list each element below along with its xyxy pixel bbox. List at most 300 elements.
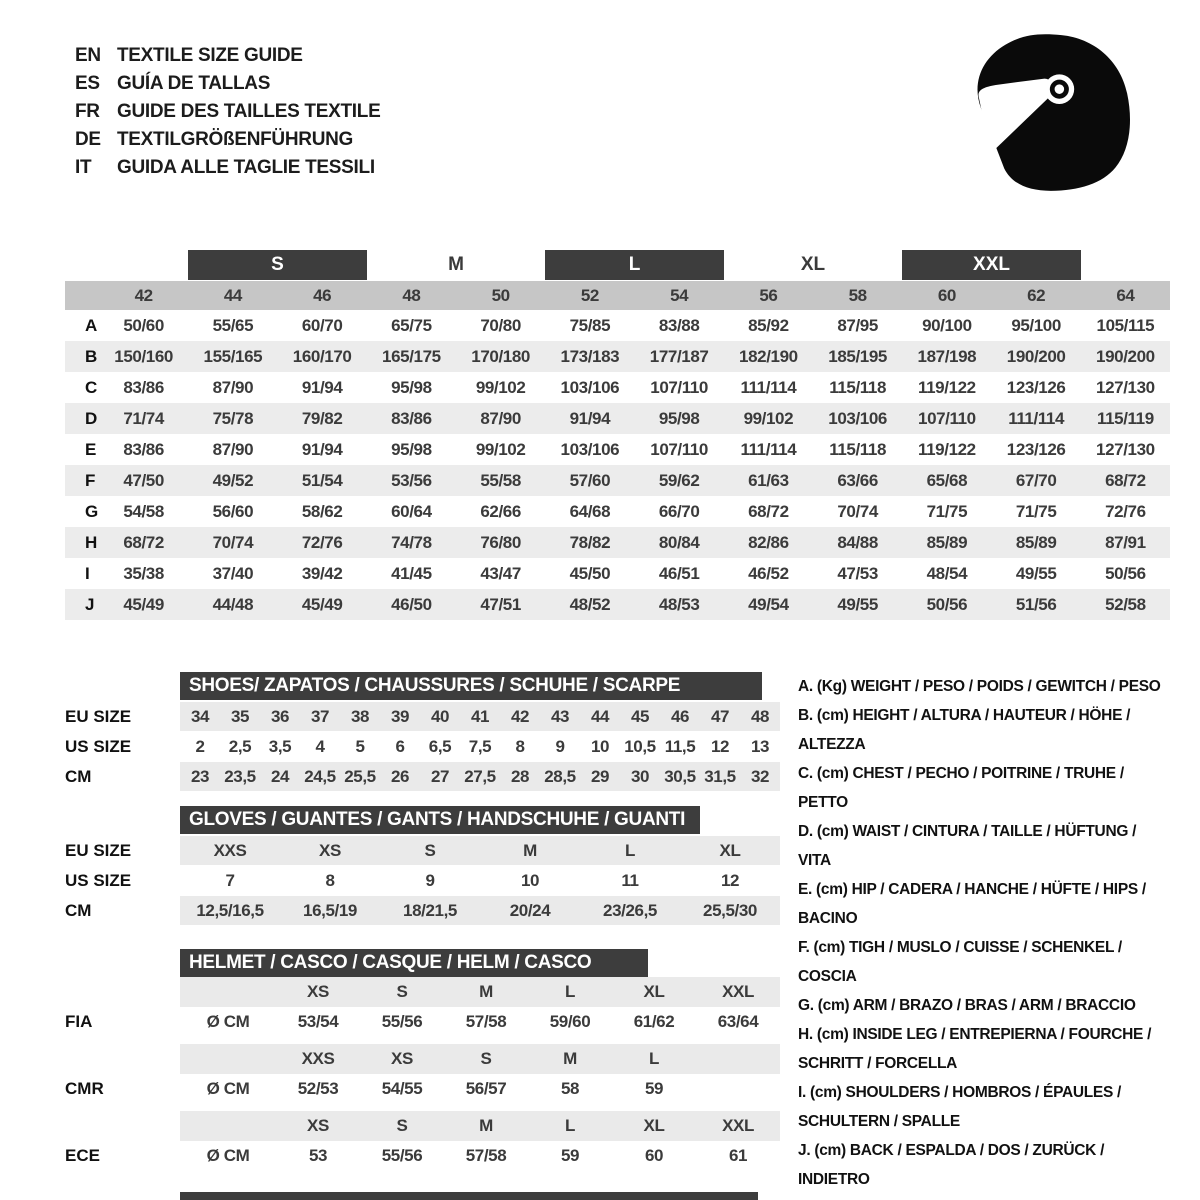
legend-item: E. (cm) HIP / CADERA / HANCHE / HÜFTE / HIPS / BACINO xyxy=(798,881,1146,927)
language-title-row xyxy=(75,98,380,126)
measurement-value: 60/64 xyxy=(391,502,432,521)
numeric-size: 56 xyxy=(759,286,778,305)
measurement-value: 75/85 xyxy=(569,316,611,335)
measurement-value: 95/98 xyxy=(391,378,432,397)
helmet-icon xyxy=(968,32,1138,212)
glove-size-value: XS xyxy=(319,841,341,860)
helmet-size-label: L xyxy=(565,982,575,1001)
helmet-section xyxy=(65,949,783,1171)
gloves-eu-row xyxy=(65,836,783,865)
shoe-size-value: 32 xyxy=(750,767,770,786)
shoe-size-value: 39 xyxy=(390,707,410,726)
measurement-value: 51/54 xyxy=(301,471,343,490)
helmet-cm-value: 57/58 xyxy=(465,1012,507,1031)
measurement-value: 70/74 xyxy=(212,533,254,552)
glove-size-value: 10 xyxy=(520,871,540,890)
glove-size-value: 18/21,5 xyxy=(403,901,457,920)
diameter-cm-label: Ø CM xyxy=(206,1079,250,1098)
measurement-value: 83/88 xyxy=(658,316,700,335)
measurement-value: 45/50 xyxy=(569,564,611,583)
measurement-value: 45/49 xyxy=(123,595,164,614)
measurement-value: 85/89 xyxy=(926,533,968,552)
cropped-section-bar xyxy=(180,1192,758,1200)
helmet-size-label: S xyxy=(480,1049,492,1068)
measurement-value: 48/53 xyxy=(658,595,700,614)
row-label: J xyxy=(85,595,95,614)
shoe-size-value: 9 xyxy=(555,737,565,756)
numeric-size: 60 xyxy=(937,286,956,305)
helmet-size-label: M xyxy=(563,1049,577,1068)
measurement-value: 65/68 xyxy=(926,471,968,490)
measurement-value: 49/54 xyxy=(748,595,789,614)
shoe-size-value: 27 xyxy=(430,767,450,786)
measurement-value: 107/110 xyxy=(650,440,708,459)
measurement-value: 80/84 xyxy=(658,533,700,552)
glove-size-value: S xyxy=(424,841,436,860)
measurement-value: 173/183 xyxy=(560,347,620,366)
measurement-value: 74/78 xyxy=(391,533,432,552)
measurement-value: 83/86 xyxy=(391,409,432,428)
measurement-value: 63/66 xyxy=(837,471,878,490)
table-row-h xyxy=(65,527,1170,558)
legend-item: B. (cm) HEIGHT / ALTURA / HAUTEUR / HÖHE / ALTEZZA xyxy=(798,707,1131,753)
measurement-legend xyxy=(798,672,1170,1194)
row-label: D xyxy=(85,409,98,428)
measurement-value: 71/75 xyxy=(926,502,968,521)
helmet-cm-value: 55/56 xyxy=(381,1146,423,1165)
helmet-cm-value: 59 xyxy=(560,1146,580,1165)
numeric-size: 52 xyxy=(580,286,599,305)
glove-size-value: 9 xyxy=(425,871,435,890)
table-row-d xyxy=(65,403,1170,434)
numeric-size: 62 xyxy=(1027,286,1046,305)
shoe-size-value: 29 xyxy=(590,767,610,786)
helmet-icon-svg xyxy=(968,32,1138,212)
measurement-value: 85/89 xyxy=(1015,533,1057,552)
row-label: EU SIZE xyxy=(65,841,132,860)
language-code: DE xyxy=(75,129,101,150)
measurement-value: 115/118 xyxy=(829,378,887,397)
measurement-value: 54/58 xyxy=(123,502,164,521)
measurement-value: 76/80 xyxy=(480,533,521,552)
language-code: ES xyxy=(75,73,100,94)
table-row-a xyxy=(65,310,1170,341)
helmet-size-label: XS xyxy=(307,982,329,1001)
measurement-value: 87/90 xyxy=(480,409,521,428)
gloves-section xyxy=(65,806,783,925)
measurement-value: 119/122 xyxy=(918,378,976,397)
size-label-xxl: XXL xyxy=(902,250,1081,280)
size-label-l: L xyxy=(545,250,724,280)
helmet-group-cmr xyxy=(65,1044,783,1104)
gloves-cm-row xyxy=(65,896,783,925)
measurement-value: 62/66 xyxy=(480,502,521,521)
table-row-g xyxy=(65,496,1170,527)
measurement-value: 91/94 xyxy=(301,440,343,459)
measurement-value: 58/62 xyxy=(301,502,343,521)
shoe-size-value: 8 xyxy=(515,737,525,756)
helmet-size-label: XXL xyxy=(722,1116,754,1135)
measurement-value: 44/48 xyxy=(212,595,254,614)
shoe-size-value: 11,5 xyxy=(664,737,696,756)
measurement-value: 95/98 xyxy=(658,409,700,428)
measurement-value: 107/110 xyxy=(918,409,976,428)
shoe-size-value: 5 xyxy=(355,737,365,756)
helmet-cm-value xyxy=(696,1074,780,1104)
table-row-b xyxy=(65,341,1170,372)
shoes-eu-row xyxy=(65,702,783,731)
measurement-value: 61/63 xyxy=(748,471,789,490)
measurement-value: 115/118 xyxy=(829,440,887,459)
legend-item: G. (cm) ARM / BRAZO / BRAS / ARM / BRACCIO xyxy=(798,997,1136,1014)
standard-label-fia: FIA xyxy=(65,1012,93,1031)
measurement-value: 79/82 xyxy=(301,409,343,428)
shoe-size-value: 10 xyxy=(590,737,610,756)
measurement-value: 55/65 xyxy=(212,316,254,335)
row-label: C xyxy=(85,378,98,397)
shoe-size-value: 37 xyxy=(310,707,330,726)
shoe-size-value: 28,5 xyxy=(544,767,576,786)
measurement-value: 35/38 xyxy=(123,564,164,583)
helmet-size-label xyxy=(696,1044,780,1074)
measurement-value: 47/53 xyxy=(837,564,878,583)
helmet-size-label: M xyxy=(479,1116,493,1135)
measurement-value: 187/198 xyxy=(917,347,977,366)
helmet-cm-value: 56/57 xyxy=(465,1079,507,1098)
helmet-group-fia xyxy=(65,977,783,1037)
glove-size-value: 8 xyxy=(325,871,335,890)
measurement-value: 55/58 xyxy=(480,471,521,490)
helmet-size-label: XXS xyxy=(301,1049,335,1068)
measurement-value: 65/75 xyxy=(391,316,432,335)
language-title-row xyxy=(75,126,380,154)
helmet-size-label: XL xyxy=(643,1116,665,1135)
measurement-value: 91/94 xyxy=(569,409,611,428)
helmet-size-label: XL xyxy=(643,982,665,1001)
numeric-size: 48 xyxy=(402,286,421,305)
glove-size-value: XXS xyxy=(213,841,247,860)
measurement-value: 123/126 xyxy=(1006,440,1066,459)
guide-title: GUIDE DES TAILLES TEXTILE xyxy=(117,101,381,122)
shoe-size-value: 25,5 xyxy=(344,767,376,786)
measurement-value: 111/114 xyxy=(1008,409,1065,428)
measurement-value: 91/94 xyxy=(301,378,343,397)
gloves-header-bar: GLOVES / GUANTES / GANTS / HANDSCHUHE / GUANTI xyxy=(180,806,700,834)
measurement-value: 70/80 xyxy=(480,316,521,335)
helmet-cm-value: 55/56 xyxy=(381,1012,423,1031)
helmet-cm-value: 58 xyxy=(560,1079,580,1098)
glove-size-value: 16,5/19 xyxy=(303,901,357,920)
glove-size-value: 7 xyxy=(225,871,235,890)
helmet-size-label: XS xyxy=(307,1116,329,1135)
measurement-value: 105/115 xyxy=(1096,316,1155,335)
shoes-us-row xyxy=(65,732,783,761)
measurement-value: 78/82 xyxy=(569,533,611,552)
helmet-cm-value: 63/64 xyxy=(717,1012,759,1031)
shoe-size-value: 38 xyxy=(350,707,370,726)
measurement-value: 185/195 xyxy=(828,347,887,366)
size-label-s: S xyxy=(188,250,367,280)
measurement-value: 103/106 xyxy=(560,378,620,397)
size-letter-header xyxy=(65,250,1170,281)
helmet-header-bar: HELMET / CASCO / CASQUE / HELM / CASCO xyxy=(180,949,648,977)
measurement-value: 48/54 xyxy=(926,564,968,583)
measurement-value: 68/72 xyxy=(123,533,164,552)
guide-title: TEXTILGRÖßENFÜHRUNG xyxy=(117,129,354,150)
shoe-size-value: 34 xyxy=(190,707,210,726)
measurement-value: 49/55 xyxy=(837,595,878,614)
measurement-value: 41/45 xyxy=(391,564,432,583)
numeric-size: 54 xyxy=(670,286,689,305)
measurement-value: 155/165 xyxy=(203,347,263,366)
measurement-value: 53/56 xyxy=(391,471,432,490)
table-row-f xyxy=(65,465,1170,496)
row-label: A xyxy=(85,316,98,335)
language-title-row xyxy=(75,70,380,98)
legend-item: A. (Kg) WEIGHT / PESO / POIDS / GEWITCH / PESO xyxy=(798,678,1161,695)
glove-size-value: 12,5/16,5 xyxy=(196,901,264,920)
shoe-size-value: 31,5 xyxy=(704,767,736,786)
measurement-value: 127/130 xyxy=(1096,440,1155,459)
accessory-sections xyxy=(65,672,783,1194)
measurement-value: 165/175 xyxy=(382,347,441,366)
measurement-value: 45/49 xyxy=(301,595,343,614)
row-label: G xyxy=(85,502,99,521)
shoe-size-value: 3,5 xyxy=(268,737,292,756)
row-label: US SIZE xyxy=(65,871,132,890)
shoe-size-value: 44 xyxy=(590,707,610,726)
legend-item: I. (cm) SHOULDERS / HOMBROS / ÉPAULES / SCHULTERN / SPALLE xyxy=(798,1084,1122,1130)
measurement-value: 57/60 xyxy=(569,471,611,490)
shoe-size-value: 43 xyxy=(550,707,570,726)
shoe-size-value: 24,5 xyxy=(304,767,336,786)
measurement-value: 103/106 xyxy=(560,440,620,459)
shoe-size-value: 26 xyxy=(390,767,410,786)
helmet-cm-value: 59/60 xyxy=(549,1012,591,1031)
glove-size-value: 25,5/30 xyxy=(703,901,757,920)
measurement-value: 56/60 xyxy=(212,502,254,521)
numeric-size: 58 xyxy=(848,286,867,305)
measurement-value: 47/50 xyxy=(123,471,164,490)
shoes-cm-row xyxy=(65,762,783,791)
measurement-value: 52/58 xyxy=(1105,595,1146,614)
language-code: FR xyxy=(75,101,100,122)
measurement-value: 66/70 xyxy=(658,502,700,521)
shoe-size-value: 10,5 xyxy=(624,737,656,756)
language-title-list xyxy=(75,42,380,182)
language-title-row xyxy=(75,154,380,182)
helmet-cm-value: 61 xyxy=(728,1146,748,1165)
shoe-size-value: 7,5 xyxy=(468,737,492,756)
numeric-size: 50 xyxy=(491,286,510,305)
measurement-value: 190/200 xyxy=(1096,347,1155,366)
legend-item: H. (cm) INSIDE LEG / ENTREPIERNA / FOURCHE / SCHRITT / FORCELLA xyxy=(798,1026,1152,1072)
measurement-value: 99/102 xyxy=(743,409,794,428)
measurement-value: 99/102 xyxy=(475,440,526,459)
standard-label-ece: ECE xyxy=(65,1146,100,1165)
numeric-size: 64 xyxy=(1116,286,1135,305)
shoe-size-value: 48 xyxy=(750,707,770,726)
language-code: IT xyxy=(75,157,92,178)
measurement-value: 75/78 xyxy=(212,409,254,428)
measurement-value: 127/130 xyxy=(1096,378,1155,397)
helmet-cm-value: 54/55 xyxy=(381,1079,423,1098)
measurement-value: 107/110 xyxy=(650,378,708,397)
glove-size-value: XL xyxy=(719,841,741,860)
measurement-value: 82/86 xyxy=(748,533,789,552)
legend-item: D. (cm) WAIST / CINTURA / TAILLE / HÜFTUNG / VITA xyxy=(798,823,1137,869)
helmet-cm-value: 59 xyxy=(644,1079,664,1098)
glove-size-value: 12 xyxy=(720,871,740,890)
row-label: I xyxy=(85,564,90,583)
measurement-value: 47/51 xyxy=(480,595,521,614)
table-row-i xyxy=(65,558,1170,589)
shoe-size-value: 46 xyxy=(670,707,690,726)
shoe-size-value: 2,5 xyxy=(228,737,252,756)
numeric-size: 46 xyxy=(313,286,332,305)
measurement-value: 170/180 xyxy=(471,347,530,366)
row-label: B xyxy=(85,347,98,366)
measurement-value: 111/114 xyxy=(740,440,797,459)
measurement-value: 46/52 xyxy=(748,564,789,583)
size-label-xl: XL xyxy=(800,254,826,275)
shoe-size-value: 24 xyxy=(270,767,290,786)
row-label: CM xyxy=(65,767,92,786)
glove-size-value: 20/24 xyxy=(509,901,551,920)
measurement-value: 90/100 xyxy=(922,316,972,335)
shoe-size-value: 27,5 xyxy=(464,767,496,786)
measurement-value: 87/90 xyxy=(212,440,254,459)
measurement-value: 83/86 xyxy=(123,440,164,459)
measurement-value: 60/70 xyxy=(301,316,343,335)
row-label: H xyxy=(85,533,98,552)
measurement-value: 50/60 xyxy=(123,316,164,335)
lower-area xyxy=(65,672,1170,1194)
shoe-size-value: 23,5 xyxy=(224,767,256,786)
measurement-value: 123/126 xyxy=(1006,378,1066,397)
measurement-value: 95/98 xyxy=(391,440,432,459)
row-label: F xyxy=(85,471,96,490)
helmet-group-ece xyxy=(65,1111,783,1171)
standard-label-cmr: CMR xyxy=(65,1079,104,1098)
shoe-size-value: 12 xyxy=(710,737,730,756)
measurement-value: 150/160 xyxy=(114,347,173,366)
row-label: US SIZE xyxy=(65,737,132,756)
measurement-value: 68/72 xyxy=(748,502,789,521)
shoe-size-value: 13 xyxy=(750,737,770,756)
measurement-value: 50/56 xyxy=(1105,564,1146,583)
measurement-value: 43/47 xyxy=(480,564,521,583)
measurement-value: 111/114 xyxy=(740,378,797,397)
helmet-cm-value: 53 xyxy=(308,1146,328,1165)
guide-title: GUIDA ALLE TAGLIE TESSILI xyxy=(117,157,375,178)
measurement-value: 84/88 xyxy=(837,533,878,552)
shoe-size-value: 40 xyxy=(430,707,450,726)
language-title-row xyxy=(75,42,380,70)
diameter-cm-label: Ø CM xyxy=(206,1012,250,1031)
row-label: CM xyxy=(65,901,92,920)
size-label-m: M xyxy=(448,254,464,275)
measurement-value: 51/56 xyxy=(1015,595,1057,614)
numeric-size: 44 xyxy=(223,286,242,305)
measurement-value: 49/52 xyxy=(212,471,254,490)
gloves-us-row xyxy=(65,866,783,895)
measurement-value: 70/74 xyxy=(837,502,878,521)
table-row-e xyxy=(65,434,1170,465)
shoes-section xyxy=(65,672,783,791)
helmet-size-label: M xyxy=(479,982,493,1001)
glove-size-value: M xyxy=(523,841,537,860)
guide-title: TEXTILE SIZE GUIDE xyxy=(117,45,303,66)
helmet-size-label: S xyxy=(396,982,408,1001)
measurement-value: 190/200 xyxy=(1006,347,1066,366)
shoe-size-value: 30 xyxy=(630,767,650,786)
table-row-c xyxy=(65,372,1170,403)
measurement-value: 48/52 xyxy=(569,595,611,614)
measurement-value: 50/56 xyxy=(926,595,968,614)
shoe-size-value: 42 xyxy=(510,707,530,726)
row-label: E xyxy=(85,440,97,459)
numband-spacer xyxy=(65,281,99,310)
measurement-value: 177/187 xyxy=(649,347,709,366)
shoe-size-value: 23 xyxy=(190,767,210,786)
measurement-value: 119/122 xyxy=(918,440,976,459)
numeric-size-band xyxy=(65,281,1170,310)
helmet-cm-value: 60 xyxy=(644,1146,664,1165)
measurement-value: 49/55 xyxy=(1015,564,1057,583)
helmet-size-label: S xyxy=(396,1116,408,1135)
measurement-value: 68/72 xyxy=(1105,471,1146,490)
shoe-size-value: 6 xyxy=(395,737,405,756)
glove-size-value: 11 xyxy=(621,871,639,890)
measurement-value: 182/190 xyxy=(739,347,798,366)
measurement-value: 87/90 xyxy=(212,378,254,397)
measurement-value: 99/102 xyxy=(475,378,526,397)
helmet-size-label: XXL xyxy=(722,982,754,1001)
measurement-value: 72/76 xyxy=(301,533,343,552)
helmet-size-label: XS xyxy=(391,1049,413,1068)
glove-size-value: L xyxy=(625,841,635,860)
measurement-value: 103/106 xyxy=(828,409,887,428)
helmet-cm-value: 61/62 xyxy=(633,1012,675,1031)
measurement-value: 37/40 xyxy=(212,564,254,583)
measurement-value: 67/70 xyxy=(1015,471,1057,490)
glove-size-value: 23/26,5 xyxy=(603,901,657,920)
measurement-value: 46/50 xyxy=(391,595,432,614)
helmet-cm-value: 52/53 xyxy=(297,1079,339,1098)
measurement-value: 39/42 xyxy=(301,564,343,583)
shoes-header-bar: SHOES/ ZAPATOS / CHAUSSURES / SCHUHE / SCARPE xyxy=(180,672,762,700)
language-code: EN xyxy=(75,45,101,66)
shoe-size-value: 6,5 xyxy=(428,737,452,756)
shoe-size-value: 28 xyxy=(510,767,530,786)
shoe-size-value: 35 xyxy=(230,707,250,726)
legend-item: F. (cm) TIGH / MUSLO / CUISSE / SCHENKEL / COSCIA xyxy=(798,939,1122,985)
helmet-size-label: L xyxy=(649,1049,659,1068)
guide-title: GUÍA DE TALLAS xyxy=(117,73,271,94)
shoe-size-value: 45 xyxy=(630,707,650,726)
helmet-cm-value: 57/58 xyxy=(465,1146,507,1165)
numeric-size: 42 xyxy=(134,286,153,305)
row-label: EU SIZE xyxy=(65,707,132,726)
shoe-size-value: 36 xyxy=(270,707,290,726)
shoe-size-value: 41 xyxy=(470,707,490,726)
legend-item: J. (cm) BACK / ESPALDA / DOS / ZURÜCK / INDIETRO xyxy=(798,1142,1105,1188)
measurement-value: 72/76 xyxy=(1105,502,1146,521)
measurement-value: 160/170 xyxy=(292,347,352,366)
shoe-size-value: 47 xyxy=(710,707,730,726)
shoe-size-value: 4 xyxy=(315,737,325,756)
